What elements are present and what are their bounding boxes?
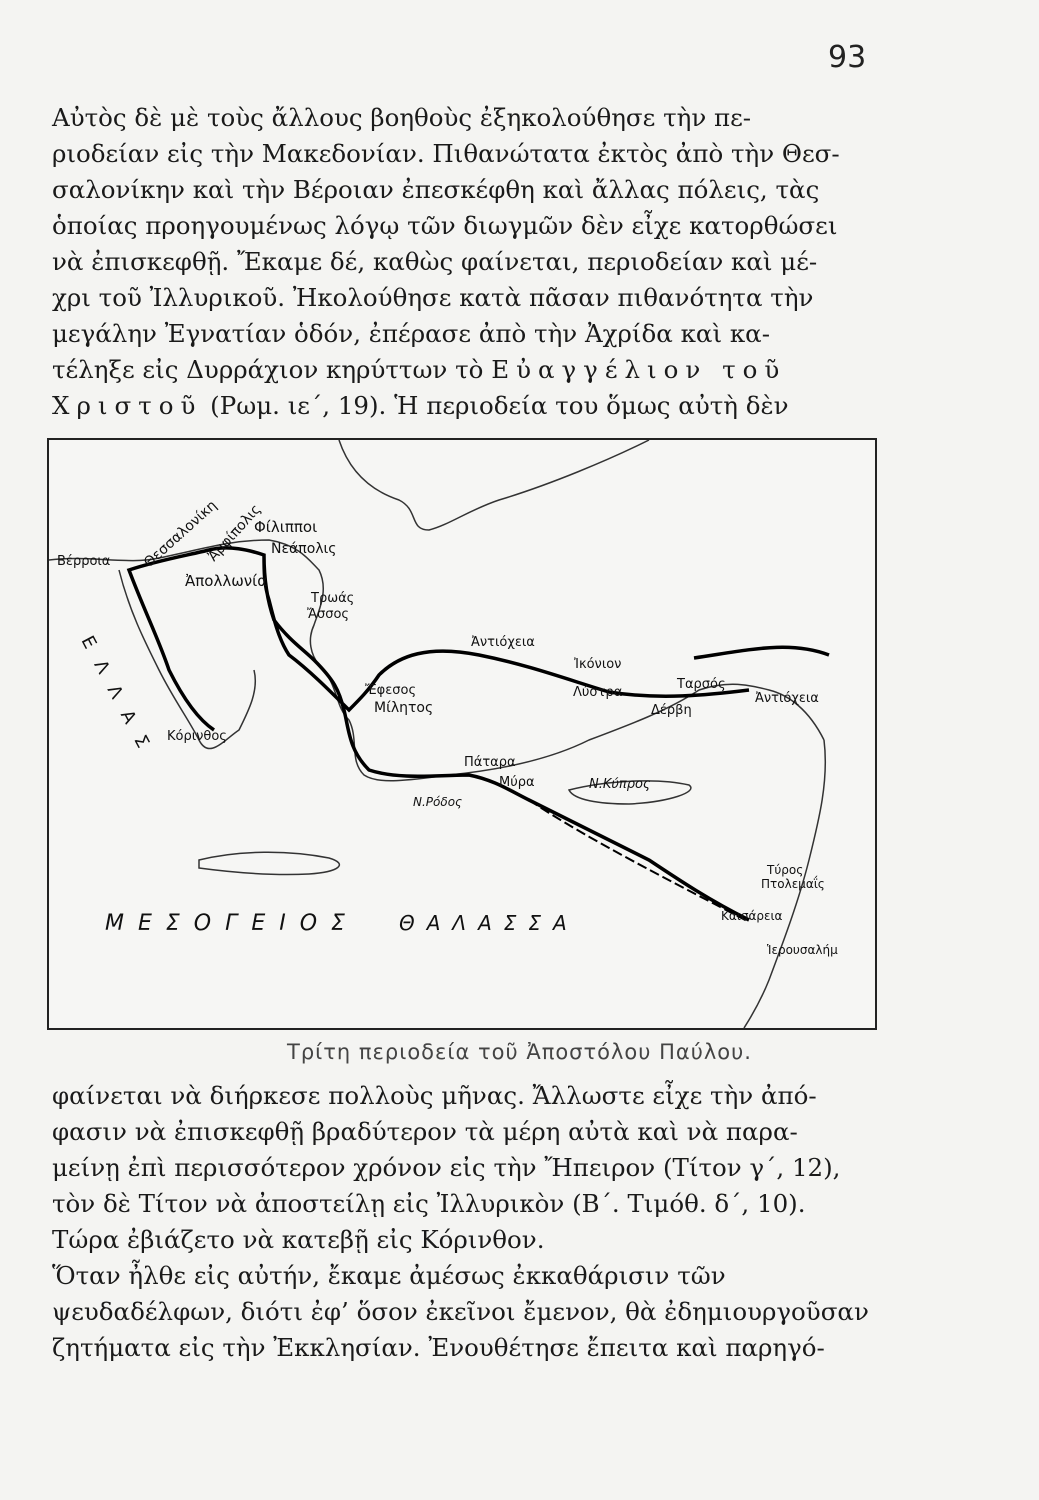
map-label-kaisareia: Καισάρεια (721, 909, 783, 923)
top-paragraph (52, 100, 892, 424)
map-label-ptolemais: Πτολεμαΐς (761, 877, 825, 891)
map-label-ikonion: Ἰκόνιον (574, 657, 622, 672)
text-line: φαίνεται νὰ διήρκεσε πολλοὺς μῆνας. Ἄλλωστε εἶχε τὴν ἀπό- (52, 1081, 817, 1110)
map-label-lystra: Λύστρα (573, 685, 623, 700)
map-label-miletos: Μίλητος (374, 700, 434, 716)
text-line: ζητήματα εἰς τὴν Ἐκκλησίαν. Ἐνουθέτησε ἔπειτα καὶ παρηγό- (52, 1333, 825, 1362)
text-line: χρι τοῦ Ἰλλυρικοῦ. Ἠκολούθησε κατὰ πᾶσαν πιθανότητα τὴν (52, 283, 814, 312)
text-line: Αὐτὸς δὲ μὲ τοὺς ἄλλους βοηθοὺς ἐξηκολούθησε τὴν πε- (52, 103, 752, 132)
text-line: τὸν δὲ Τίτον νὰ ἀποστείλῃ εἰς Ἰλλυρικὸν (Β΄. Τιμόθ. δ΄, 10). (52, 1189, 806, 1218)
map-label-neapolis: Νεάπολις (271, 541, 337, 557)
text-line (52, 352, 892, 388)
text-fragment: τέληξε εἰς Δυρράχιον κηρύττων τὸ (52, 355, 484, 384)
map-drawing (49, 440, 875, 1028)
crete-outline (199, 852, 339, 874)
map-label-sea-1: ΜΕΣΟΓΕΙΟΣ (105, 911, 359, 936)
map-label-kypros: Ν.Κύπρος (589, 777, 651, 792)
map-label-myra: Μύρα (499, 775, 535, 790)
map-label-derbi: Δέρβη (651, 703, 692, 718)
map-label-rodos: Ν.Ρόδος (413, 795, 463, 809)
map-label-tyros: Τύρος (767, 863, 804, 877)
text-line: μεγάλην Ἐγνατίαν ὁδόν, ἐπέρασε ἀπὸ τὴν Ἀχρίδα καὶ κα- (52, 319, 770, 348)
map-label-sea-2: ΘΑΛΑΣΣΑ (399, 911, 579, 935)
map-label-assos: Ἄσσος (307, 607, 350, 622)
text-line: σαλονίκην καὶ τὴν Βέροιαν ἐπεσκέφθη καὶ ἄλλας πόλεις, τὰς (52, 175, 820, 204)
map-label-patara: Πάταρα (464, 755, 516, 770)
text-line: Ὅταν ἦλθε εἰς αὐτήν, ἔκαμε ἀμέσως ἐκκαθάρισιν τῶν (52, 1261, 726, 1290)
map-label-tarsos: Ταρσός (677, 677, 726, 692)
text-line: ριοδείαν εἰς τὴν Μακεδονίαν. Πιθανώτατα ἐκτὸς ἀπὸ τὴν Θεσ- (52, 139, 840, 168)
spaced-emphasis: Εὐαγγέλιον τοῦ (491, 355, 787, 384)
map-label-amfipolis: Ἀμφίπολις (205, 501, 265, 565)
text-line: μείνῃ ἐπὶ περισσότερον χρόνον εἰς τὴν Ἤπειρον (Τίτον γ΄, 12), (52, 1153, 841, 1182)
map-label-antiocheia-pisidia: Ἀντιόχεια (471, 635, 535, 650)
map-label-filippoi: Φίλιπποι (254, 518, 318, 536)
spaced-emphasis: Χριστοῦ (52, 391, 203, 420)
map-caption: Τρίτη περιοδεία τοῦ Ἀποστόλου Παύλου. (287, 1040, 752, 1064)
map-label-hellas: ΕΛΛΑΣ (76, 632, 161, 766)
page-number: 93 (828, 40, 867, 75)
text-line: Τώρα ἐβιάζετο νὰ κατεβῇ εἰς Κόρινθον. (52, 1225, 545, 1254)
text-fragment: (Ρωμ. ιε΄, 19). Ἡ περιοδεία του ὅμως αὐτὴ δὲν (210, 391, 789, 420)
text-line (52, 388, 892, 424)
coastline-north (339, 440, 649, 530)
map-label-apollonia: Ἀπολλωνία (185, 572, 268, 590)
map-label-efesos: Ἔφεσος (365, 683, 417, 698)
text-line: φασιν νὰ ἐπισκεφθῇ βραδύτερον τὰ μέρη αὐτὰ καὶ νὰ παρα- (52, 1117, 798, 1146)
text-line: ψευδαδέλφων, διότι ἐφ’ ὅσον ἐκεῖνοι ἔμενον, θὰ ἐδημιουργοῦσαν (52, 1297, 869, 1326)
map-label-thessaloniki: Θεσσαλονίκη (140, 497, 221, 571)
route-map (47, 438, 877, 1030)
text-line: νὰ ἐπισκεφθῇ. Ἔκαμε δέ, καθὼς φαίνεται, περιοδείαν καὶ μέ- (52, 247, 818, 276)
map-label-antiocheia-syria: Ἀντιόχεια (755, 691, 819, 706)
text-line: ὁποίας προηγουμένως λόγῳ τῶν διωγμῶν δὲν εἶχε κατορθώσει (52, 211, 838, 240)
map-label-verroia: Βέρροια (57, 554, 111, 569)
bottom-paragraph (52, 1078, 892, 1366)
map-label-ierousalim: Ἱερουσαλήμ (767, 943, 838, 957)
map-label-troas: Τρωάς (311, 591, 355, 606)
map-label-korinthos: Κόρινθος (167, 729, 227, 744)
